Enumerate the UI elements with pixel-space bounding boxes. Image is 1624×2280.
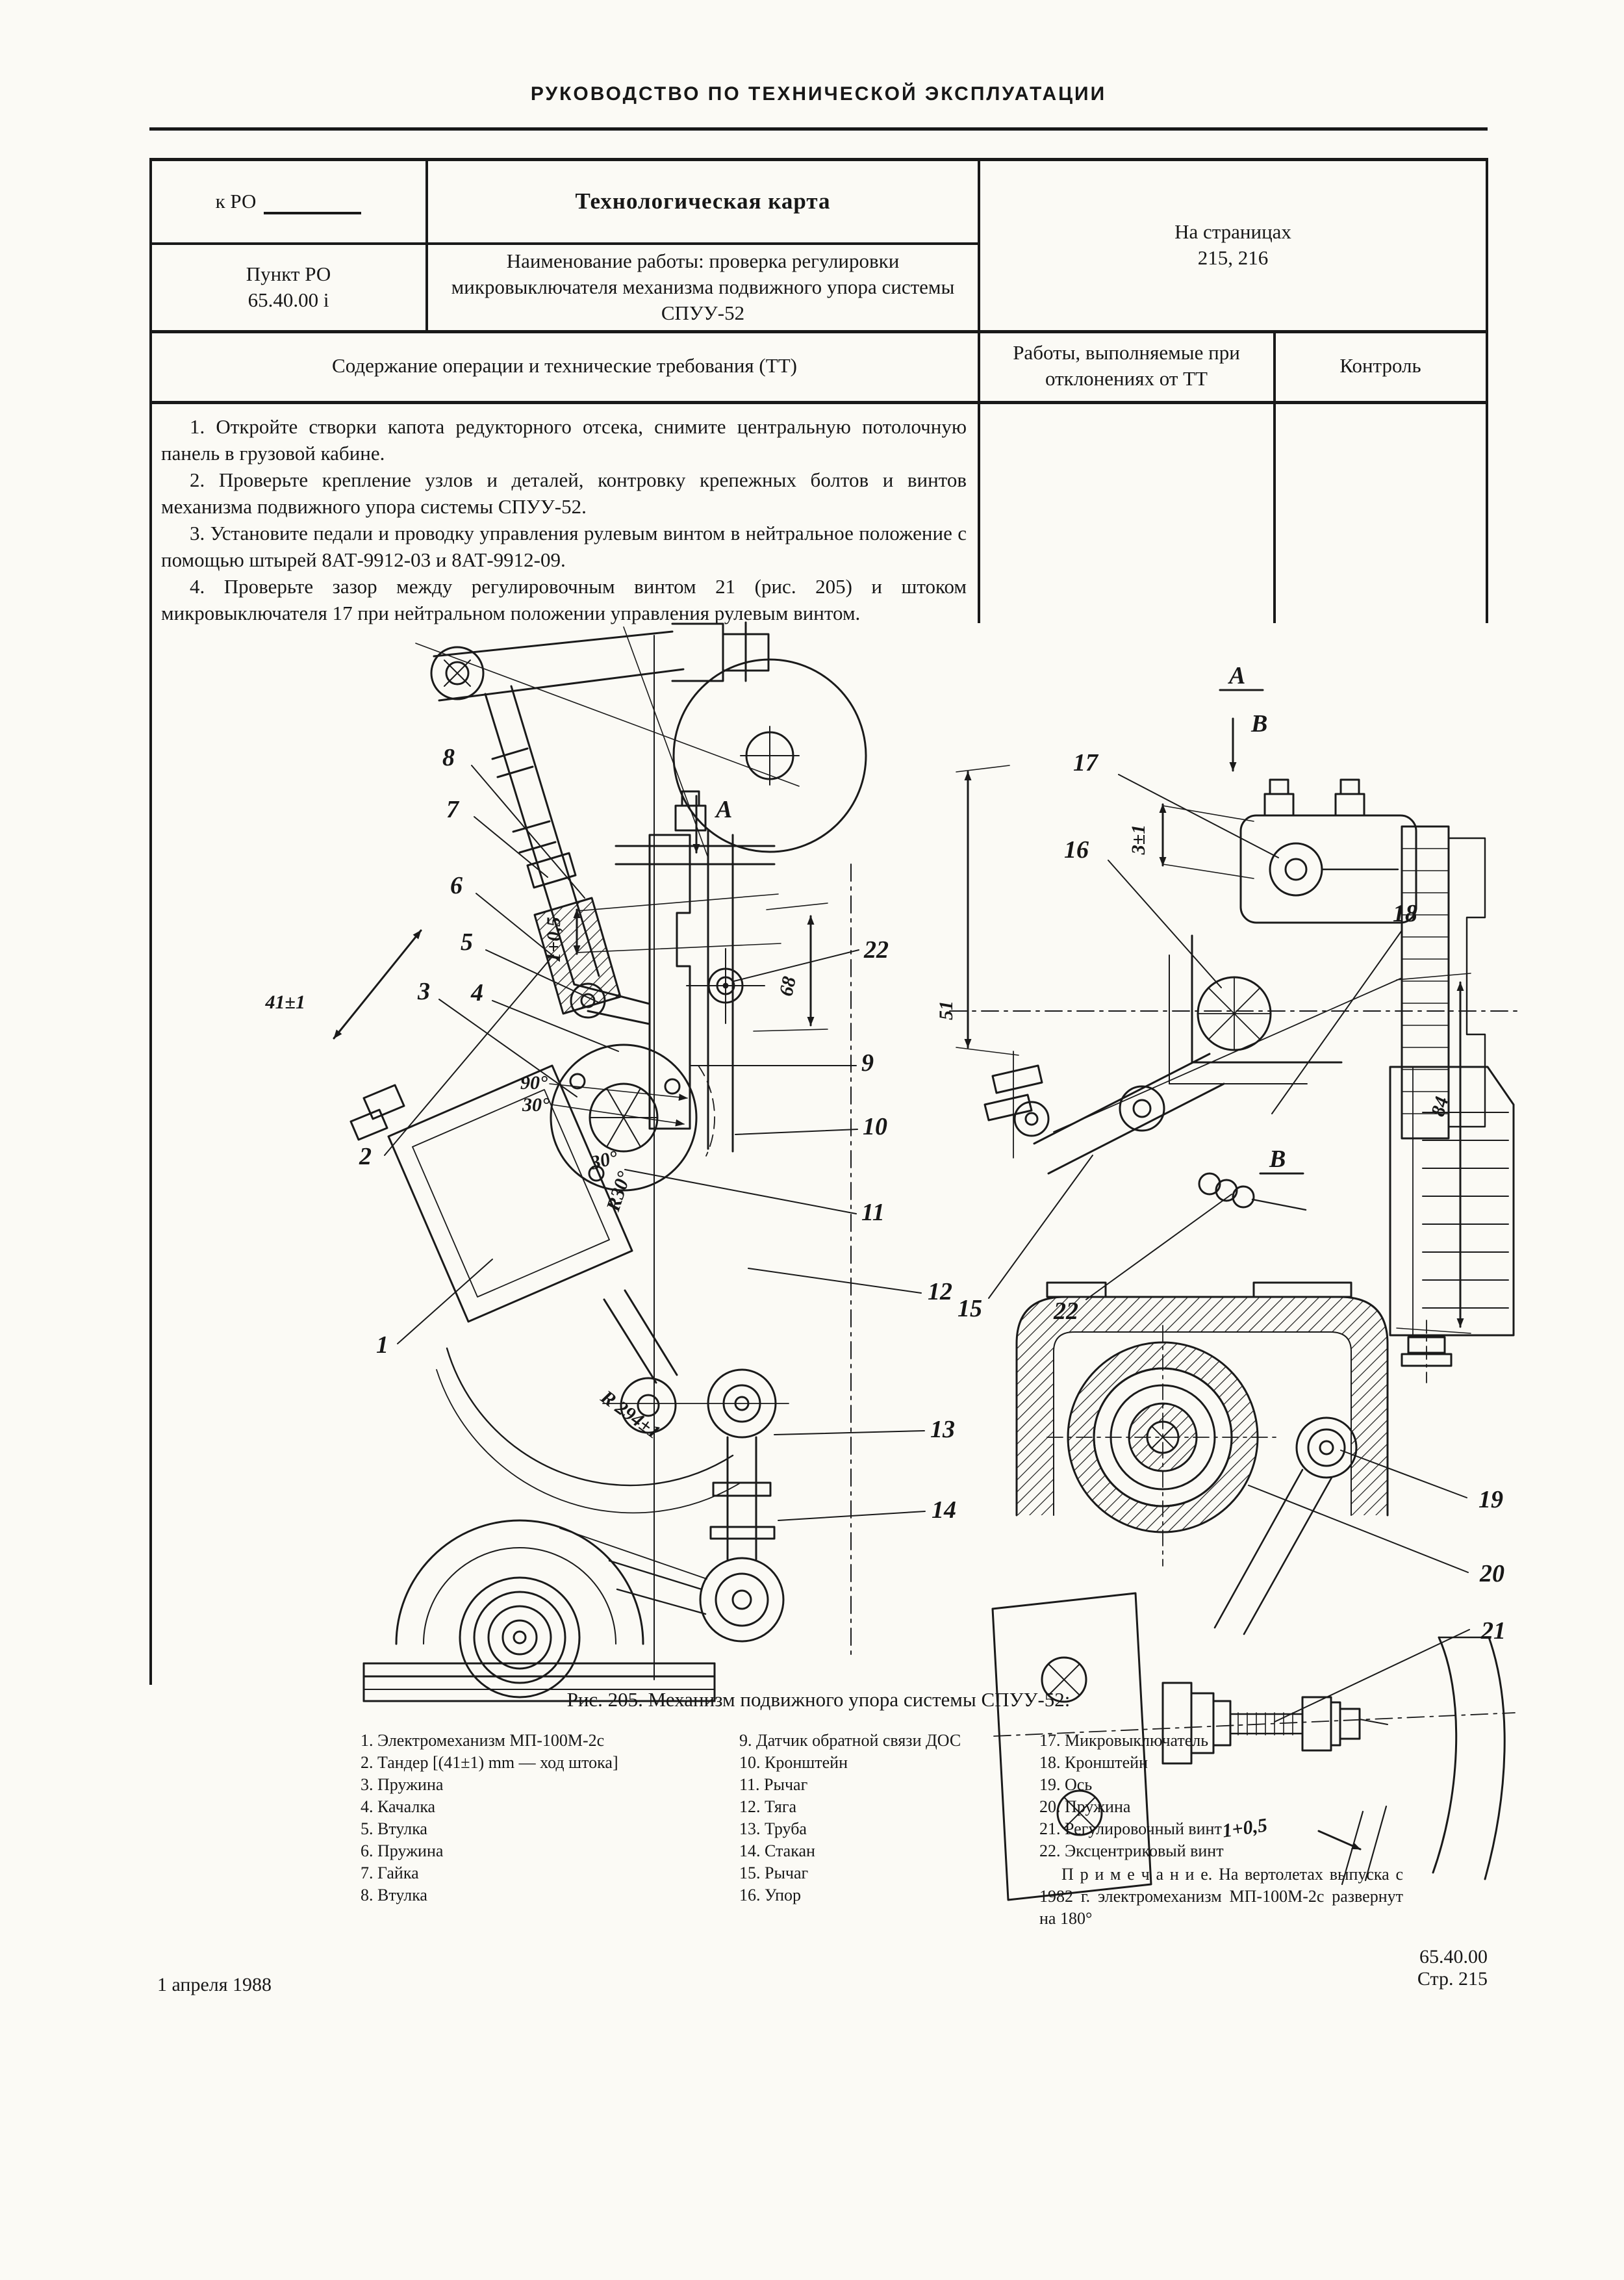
callout-5: 5 xyxy=(461,929,473,956)
callout-22b: 22 xyxy=(1054,1298,1078,1325)
figure-labels xyxy=(265,662,1506,1842)
dim-30: 30° xyxy=(522,1094,550,1116)
dim-gap-b: 1+0,5 xyxy=(1221,1814,1269,1842)
legend-item: 22. Эксцентриковый винт xyxy=(1039,1841,1224,1860)
dim-30b: 30° xyxy=(588,1146,620,1174)
callout-4: 4 xyxy=(471,979,483,1006)
legend-item: 9. Датчик обратной связи ДОС xyxy=(739,1731,961,1750)
dim-r30: R30° xyxy=(602,1168,635,1214)
legend-item: 6. Пружина xyxy=(361,1841,444,1860)
legend-note: П р и м е ч а н и е. На вертолетах выпуска с 1982 г. электромеханизм МП-100М-2с развернут на 180° xyxy=(1039,1865,1403,1928)
work-name: Наименование работы: проверка регулировки микровыключателя механизма подвижного упора системы СПУУ-52 xyxy=(451,250,955,324)
legend-item: 2. Тандер [(41±1) mm — ход штока] xyxy=(361,1753,618,1772)
card-title: Технологическая карта xyxy=(575,188,831,214)
callout-13: 13 xyxy=(930,1416,955,1443)
callout-7: 7 xyxy=(446,796,459,823)
legend-item: 14. Стакан xyxy=(739,1841,815,1860)
dim-90: 90° xyxy=(520,1072,548,1094)
legend-column-2 xyxy=(739,1730,1022,1906)
legend-item: 7. Гайка xyxy=(361,1864,419,1882)
callout-10: 10 xyxy=(863,1113,887,1140)
col-control-header: Контроль xyxy=(1339,354,1421,377)
callout-2: 2 xyxy=(359,1143,372,1170)
legend-item: 5. Втулка xyxy=(361,1819,427,1838)
legend-item: 17. Микровыключатель xyxy=(1039,1731,1209,1750)
pages-cell xyxy=(981,161,1485,329)
callout-8: 8 xyxy=(442,744,455,771)
legend-item: 21. Регулировочный винт xyxy=(1039,1819,1222,1838)
legend-item: 1. Электромеханизм МП-100М-2с xyxy=(361,1731,605,1750)
legend-item: 3. Пружина xyxy=(361,1775,444,1794)
legend-item: 8. Втулка xyxy=(361,1886,427,1904)
callout-18: 18 xyxy=(1393,900,1417,927)
operation-step: 2. Проверьте крепление узлов и деталей, контровку крепежных болтов и винтов механизма подвижного упора системы СПУУ-52. xyxy=(161,468,967,518)
legend-item: 12. Тяга xyxy=(739,1797,797,1816)
footer-page: Стр. 215 xyxy=(1417,1968,1488,1990)
col-deviation-header: Работы, выполняемые при отклонениях от ТТ xyxy=(1013,341,1240,390)
footer-doc: 65.40.00 xyxy=(1419,1946,1488,1967)
main-view-linework xyxy=(334,622,925,1701)
footer-doc-number xyxy=(1293,1946,1488,1990)
callout-16: 16 xyxy=(1064,836,1089,864)
ref-cell xyxy=(152,161,425,242)
pages-label: На страницах xyxy=(1174,220,1291,243)
dim-gap-main: 1+0,5 xyxy=(543,917,565,962)
point-value: 65.40.00 i xyxy=(247,288,329,311)
col-operations-header: Содержание операции и технические требования (ТТ) xyxy=(332,354,797,377)
view-b-marker: В xyxy=(1251,710,1268,737)
operation-step: 4. Проверьте зазор между регулировочным винтом 21 (рис. 205) и штоком микровыключателя 17 при нейтральном положении управления рулевым винтом. xyxy=(161,575,967,624)
legend-item: 20. Пружина xyxy=(1039,1797,1131,1816)
view-a-linework xyxy=(950,690,1517,1383)
ref-label: к РО xyxy=(215,190,257,212)
callout-9: 9 xyxy=(861,1049,874,1077)
legend-item: 16. Упор xyxy=(739,1886,802,1904)
dim-51: 51 xyxy=(935,1001,957,1020)
pages-value: 215, 216 xyxy=(1197,246,1269,269)
point-cell xyxy=(152,246,425,329)
legend-item: 18. Кронштейн xyxy=(1039,1753,1148,1772)
legend-item: 13. Труба xyxy=(739,1819,807,1838)
callout-11: 11 xyxy=(861,1199,885,1226)
running-head: РУКОВОДСТВО ПО ТЕХНИЧЕСКОЙ ЭКСПЛУАТАЦИИ xyxy=(530,83,1107,105)
legend-column-1 xyxy=(361,1730,728,1906)
callout-3: 3 xyxy=(418,978,430,1005)
legend-item: 11. Рычаг xyxy=(739,1775,808,1794)
legend-item: 19. Ось xyxy=(1039,1775,1093,1794)
callout-1: 1 xyxy=(376,1331,388,1359)
legend-item: 10. Кронштейн xyxy=(739,1753,848,1772)
callout-19: 19 xyxy=(1478,1486,1503,1513)
callout-22: 22 xyxy=(864,936,889,964)
operation-step: 1. Откройте створки капота редукторного отсека, снимите центральную потолочную панель в грузовой кабине. xyxy=(161,415,967,465)
legend-item: 15. Рычаг xyxy=(739,1864,809,1882)
figure-caption: Рис. 205. Механизм подвижного упора системы СПУУ-52: xyxy=(566,1688,1071,1711)
head-rule xyxy=(149,127,1488,131)
view-a-marker: А xyxy=(716,796,733,823)
legend-column-3 xyxy=(1039,1730,1403,1930)
callout-6: 6 xyxy=(450,872,463,899)
callout-21: 21 xyxy=(1481,1617,1506,1645)
legend-item: 4. Качалка xyxy=(361,1797,436,1816)
callout-20: 20 xyxy=(1480,1560,1504,1587)
operations-text xyxy=(161,413,967,626)
point-label: Пункт РО xyxy=(246,263,331,285)
ref-blank-line xyxy=(264,188,361,214)
operation-step: 3. Установите педали и проводку управления рулевым винтом в нейтральное положение с помощью штырей 8АТ-9912-03 и 8АТ-9912-09. xyxy=(161,522,967,571)
dim-3: 3±1 xyxy=(1128,824,1149,855)
dim-68: 68 xyxy=(775,974,800,999)
dim-41: 41±1 xyxy=(265,992,305,1013)
dim-84: 84 xyxy=(1427,1094,1453,1119)
callout-17: 17 xyxy=(1073,749,1098,776)
dim-r294: R 294±1 xyxy=(596,1386,665,1444)
view-a-title: А xyxy=(1229,662,1246,689)
view-b-title: В xyxy=(1269,1146,1286,1173)
callout-12: 12 xyxy=(928,1278,952,1305)
callout-15: 15 xyxy=(958,1295,982,1322)
footer-date: 1 апреля 1988 xyxy=(157,1974,272,1995)
callout-14: 14 xyxy=(932,1496,956,1524)
